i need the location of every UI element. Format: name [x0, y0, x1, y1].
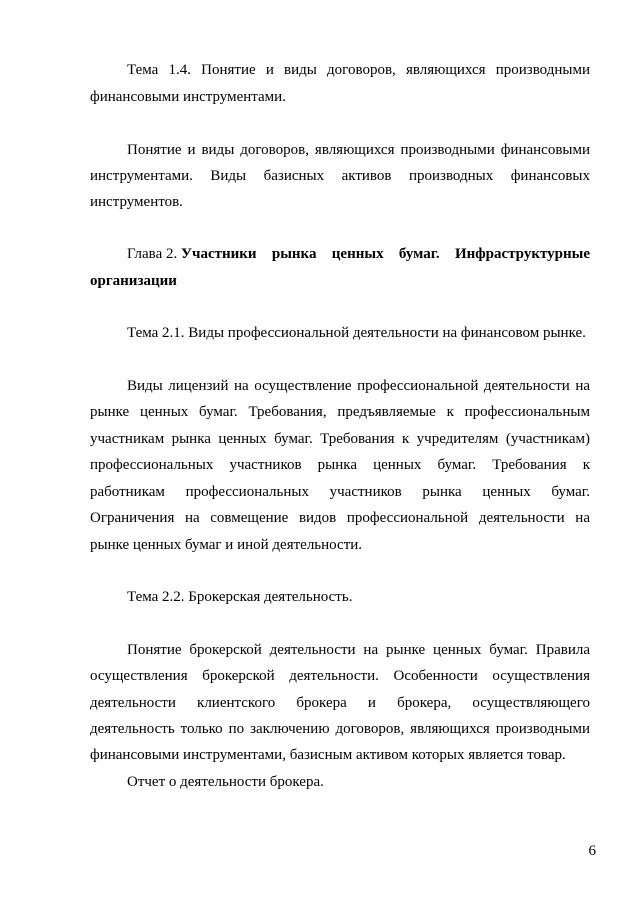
topic-2-1-body-line-4: профессиональных участников рынка ценных бумаг. Требования к [90, 457, 590, 473]
topic-1-4-body-line-2: инструментами. Виды базисных активов производных финансовых [90, 168, 590, 184]
topic-2-1-body-line-5: работникам профессиональных участников рынка ценных бумаг. [90, 484, 590, 500]
topic-2-1-body-line-2: рынке ценных бумаг. Требования, предъявляемые к профессиональным [90, 404, 590, 420]
topic-2-1-body-line-7: рынке ценных бумаг и иной деятельности. [90, 537, 363, 553]
topic-1-4-heading-line-1: Тема 1.4. Понятие и виды договоров, являющихся производными [127, 62, 590, 78]
topic-2-2-body-line-1: Понятие брокерской деятельности на рынке ценных бумаг. Правила [127, 642, 590, 658]
broker-report-line: Отчет о деятельности брокера. [127, 774, 324, 790]
topic-1-4-body-line-1: Понятие и виды договоров, являющихся производными финансовыми [127, 142, 590, 158]
topic-2-2-body-line-3: деятельности клиентского брокера и брокера, осуществляющего [90, 695, 590, 711]
document-page [90, 0, 590, 905]
topic-2-1-heading: Тема 2.1. Виды профессиональной деятельности на финансовом рынке. [127, 325, 586, 341]
topic-2-2-heading: Тема 2.2. Брокерская деятельность. [127, 589, 353, 605]
page-number: 6 [588, 843, 596, 859]
topic-2-2-body-line-5: финансовыми инструментами, базисным активом которых является товар. [90, 747, 566, 763]
chapter-2-prefix: Глава 2. [127, 246, 181, 262]
topic-2-1-body-line-3: участникам рынка ценных бумаг. Требования к учредителям (участникам) [90, 431, 590, 447]
topic-2-1-body-line-6: Ограничения на совмещение видов профессиональной деятельности на [90, 510, 590, 526]
chapter-2-heading-line-2: организации [90, 273, 177, 289]
topic-2-1-body-line-1: Виды лицензий на осуществление профессиональной деятельности на [127, 378, 590, 394]
topic-1-4-body-line-3: инструментов. [90, 194, 183, 210]
chapter-2-title-part-1: Участники рынка ценных бумаг. Инфраструктурные [180, 246, 590, 262]
topic-2-2-body-line-2: осуществления брокерской деятельности. Особенности осуществления [90, 668, 590, 684]
topic-1-4-heading-line-2: финансовыми инструментами. [90, 89, 286, 105]
topic-2-2-body-line-4: деятельность только по заключению договоров, являющихся производными [90, 721, 590, 737]
chapter-2-heading-line-1 [90, 245, 590, 263]
